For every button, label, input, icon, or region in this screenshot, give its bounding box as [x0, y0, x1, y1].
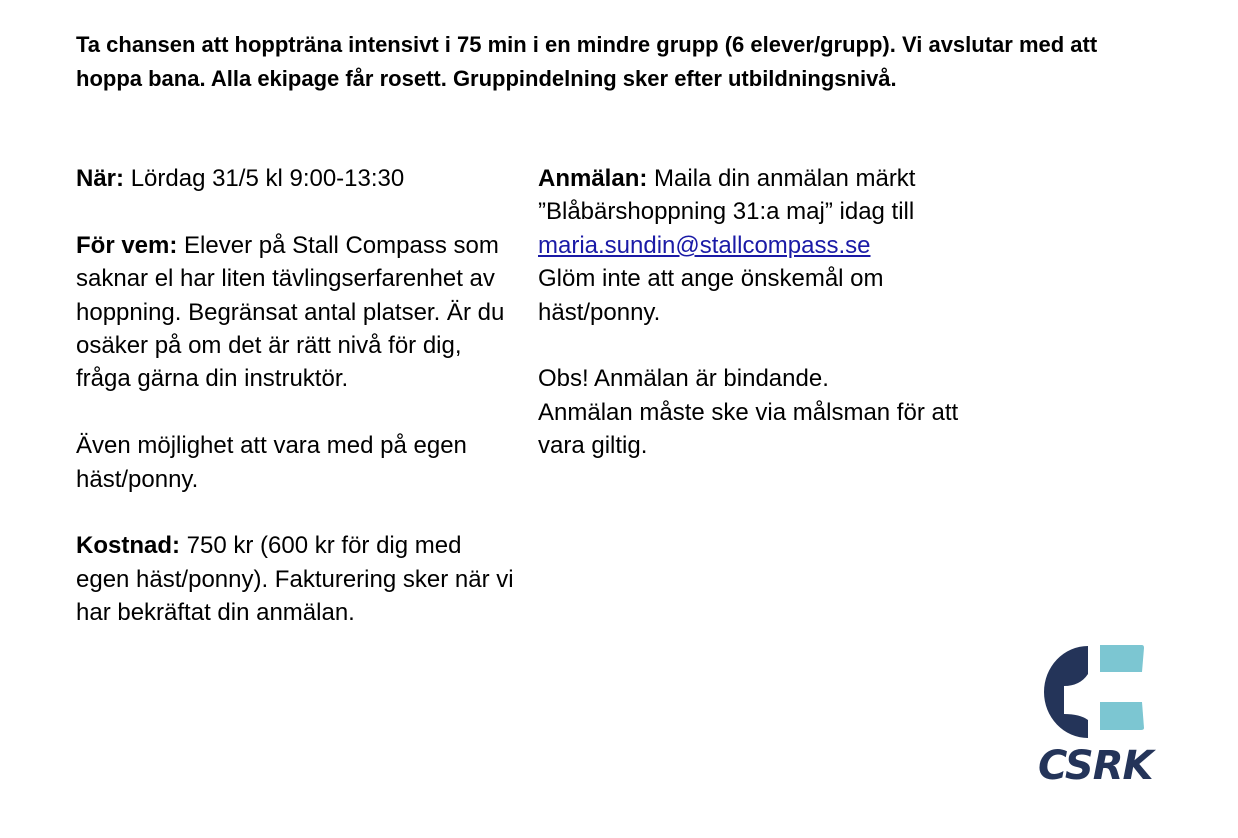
left-column — [76, 162, 516, 630]
logo-light-bottom-shape — [1100, 702, 1144, 730]
cost-label: Kostnad: — [76, 532, 180, 560]
cost-paragraph — [76, 529, 516, 629]
signup-after-text: Glöm inte att ange önskemål om häst/ponny. — [538, 265, 884, 326]
signup-email-link[interactable]: maria.sundin@stallcompass.se — [538, 231, 871, 259]
logo-dark-shape — [1044, 646, 1088, 738]
who-text: Elever på Stall Compass som saknar el har liten tävlingserfarenhet av hoppning. Begränsat antal platser. Är du osäker på om det är rätt nivå för dig, fråga gärna din instruktör. — [76, 231, 505, 393]
notice-paragraph — [538, 362, 978, 462]
when-text: Lördag 31/5 kl 9:00-13:30 — [130, 165, 405, 192]
intro-text: Ta chansen att hoppträna intensivt i 75 min i en mindre grupp (6 elever/grupp). Vi avslutar med att hoppa bana. Alla ekipage får rosett. Gruppindelning sker efter utbildningsnivå. — [76, 32, 1098, 91]
own-horse-paragraph — [76, 429, 516, 496]
when-paragraph — [76, 162, 516, 195]
notice-line2: Anmälan måste ske via målsman för att vara giltig. — [538, 398, 959, 460]
when-label: När: — [76, 165, 125, 192]
signup-text: Maila din anmälan märkt ”Blåbärshoppning 31:a maj” idag till — [538, 165, 916, 226]
own-horse-text: Även möjlighet att vara med på egen häst/ponny. — [76, 432, 467, 493]
logo-wordmark: CSRK — [1038, 743, 1153, 789]
cost-text: 750 kr (600 kr för dig med egen häst/ponny). Fakturering sker när vi har bekräftat din anmälan. — [76, 532, 514, 627]
right-column — [538, 162, 978, 463]
signup-paragraph — [538, 162, 978, 329]
who-paragraph — [76, 229, 516, 396]
signup-label: Anmälan: — [538, 165, 648, 192]
who-label: För vem: — [76, 231, 178, 259]
notice-line1: Obs! Anmälan är bindande. — [538, 365, 829, 393]
logo-light-top-shape — [1100, 645, 1144, 672]
